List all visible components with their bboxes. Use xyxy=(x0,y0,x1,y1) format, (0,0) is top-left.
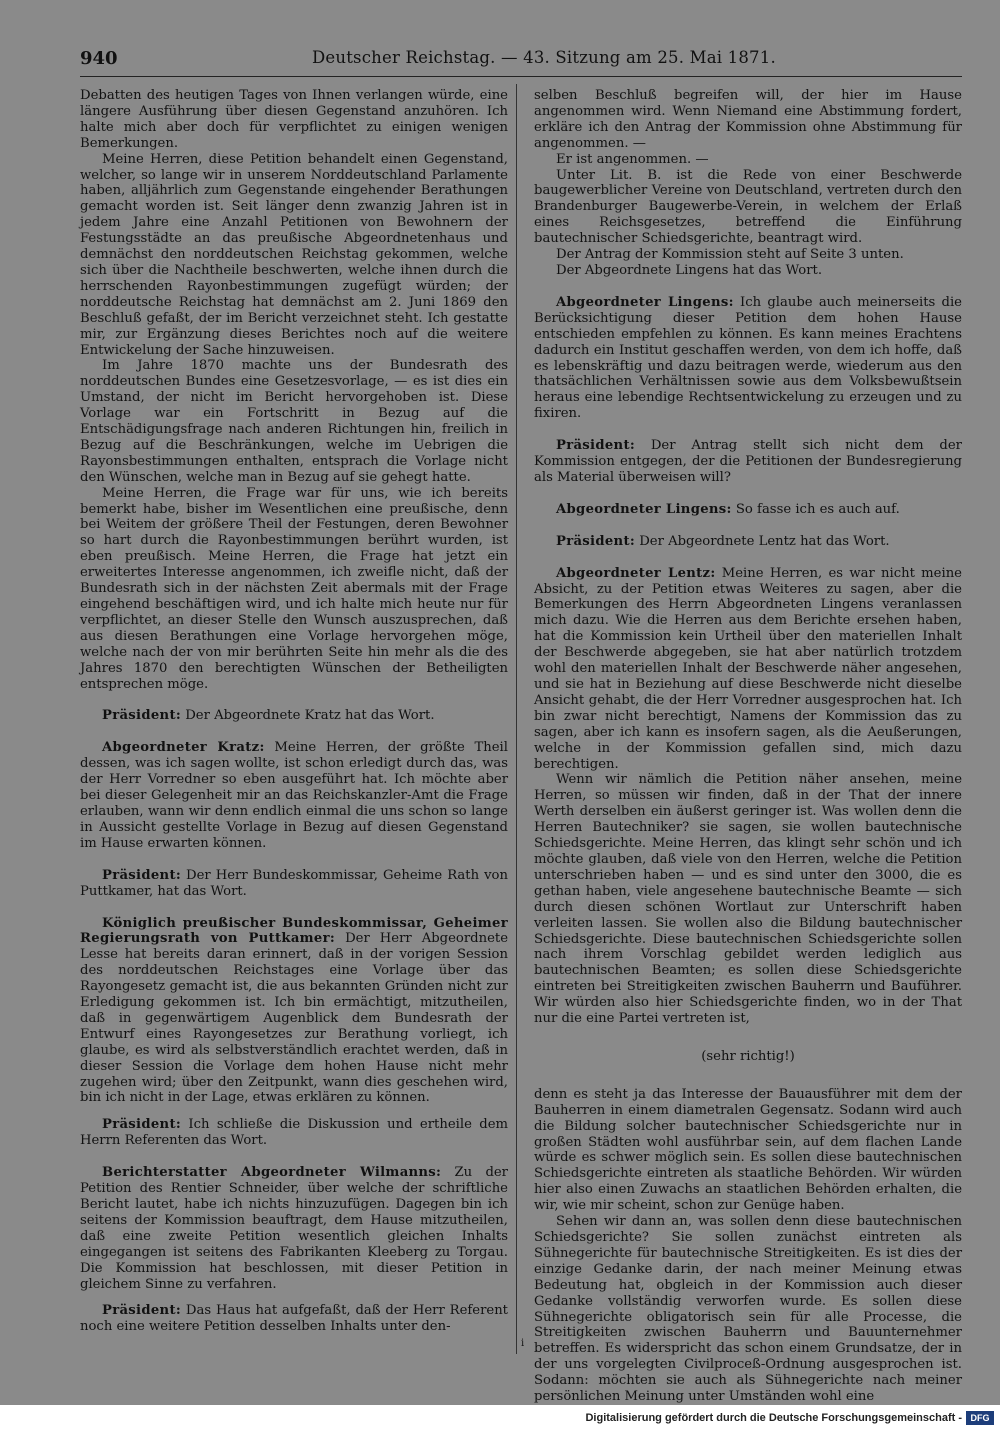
paragraph: Meine Herren, diese Petition behandelt einen Gegenstand, welcher, so lange wir in unserem Norddeutschland Parlamente haben, alljährlich zum Gegenstande eingehender Berathungen gemacht worden ist. Seit länger denn zwanzig Jahren ist in jedem Jahre eine Anzahl Petitionen von Bewohnern der Festungsstädte an das preußische Abgeordnetenhaus und demnächst den norddeutschen Reichstag gekommen, welche sich über die Nachtheile beschwerten, welche ihnen durch die herrschenden Rayonbestimmungen zugefügt würden; der norddeutsche Reichstag hat demnächst am 2. Juni 1869 den Beschluß gefaßt, der im Bericht verzeichnet steht. Ich gestatte mir, zur Ergänzung dieses Berichtes noch auf die weitere Entwickelung der Sache hinzuweisen. xyxy=(80,151,508,358)
speaker-paragraph: Präsident: Der Abgeordnete Lentz hat das Wort. xyxy=(556,533,890,549)
speaker-paragraph: Berichterstatter Abgeordneter Wilmanns: Zu der Petition des Rentier Schneider, über welche der schriftliche Bericht lautet, habe ich nichts hinzuzufügen. Dagegen bin ich seitens der Kommission beauftragt, dem Hause mitzutheilen, daß eine zweite Petition wesentlich gleichen Inhalts eingegangen ist seitens des Fabrikanten Kleeberg zu Torgau. Die Kommission hat beschlossen, mit dieser Petition in gleichem Sinne zu verfahren. xyxy=(80,1165,508,1292)
right-column xyxy=(534,88,962,1405)
paragraph: Der Abgeordnete Lingens hat das Wort. xyxy=(556,262,823,278)
running-head: Deutscher Reichstag. — 43. Sitzung am 25. Mai 1871. xyxy=(312,48,776,67)
paragraph: Der Antrag der Kommission steht auf Seite 3 unten. xyxy=(556,247,904,263)
paragraph: Er ist angenommen. — xyxy=(556,151,709,167)
paragraph: Im Jahre 1870 machte uns der Bundesrath des norddeutschen Bundes eine Gesetzesvorlage, — es ist dies ein Umstand, der nicht im Bericht hervorgehoben ist. Diese Vorlage war ein Fortschritt in Bezug auf die Entschädigungsfrage nach anderen Richtungen hin, freilich in Bezug auf die Beschränkungen, welche im Uebrigen die Rayonsbestimmungen enthalten, entsprach die Vorlage nicht den Wünschen, welche man in Bezug auf sie gehegt hatte. xyxy=(80,358,508,485)
speaker-paragraph: Präsident: Der Herr Bundeskommissar, Geheime Rath von Puttkamer, hat das Wort. xyxy=(80,867,508,899)
speaker-paragraph: Abgeordneter Lentz: Meine Herren, es war nicht meine Absicht, zu der Petition etwas Weiteres zu sagen, aber die Bemerkungen des Herrn Abgeordneten Lingens veranlassen mich dazu. Wie die Herren aus dem Berichte ersehen haben, hat die Kommission kein Urtheil über den materiellen Inhalt der Beschwerde abgegeben, sie hat aber natürlich trotzdem wohl den materiellen Inhalt der Beschwerde näher angesehen, und sie hat in Beziehung auf diese Beschwerde nicht dieselbe Ansicht gehabt, die der Herr Vorredner ausgesprochen hat. Ich bin zwar nicht berechtigt, Namens der Kommission das zu sagen, aber ich kann es insofern sagen, als die Aeußerungen, welche in der Kommission gefallen sind, mich dazu berechtigen. xyxy=(534,565,962,772)
paragraph: Meine Herren, die Frage war für uns, wie ich bereits bemerkt habe, bisher im Wesentlichen eine preußische, denn bei Weitem der größere Theil der Festungen, deren Bewohner so hart durch die Rayonbestimmungen berührt wurden, ist eben preußisch. Meine Herren, die Frage hat jetzt ein erweitertes Interesse angenommen, ich zweifle nicht, daß der Bundesrath sich in der nächsten Zeit abermals mit der Frage eingehend beschäftigen wird, und ich halte mich heute nur für verpflichtet, an dieser Stelle den Wunsch auszusprechen, daß aus diesen Berathungen eine Vorlage hervorgehen möge, welche nach der von mir berührten Seite hin mehr als die des Jahres 1870 den berechtigten Wünschen der Betheiligten entsprechen möge. xyxy=(80,485,508,692)
page-header xyxy=(80,44,960,72)
header-rule xyxy=(80,76,962,77)
footer xyxy=(0,1405,1000,1432)
paragraph: Debatten des heutigen Tages von Ihnen verlangen würde, eine längere Ausführung über diesen Gegenstand anzuhören. Ich halte mich aber doch für verpflichtet zu einigen wenigen Bemerkungen. xyxy=(80,88,508,151)
dfg-logo-icon: DFG xyxy=(966,1411,994,1425)
paragraph: denn es steht ja das Interesse der Bauausführer mit dem der Bauherren in einem diametralen Gegensatz. Sodann wird auch die Bildung solcher bautechnischer Schiedsgerichte nur in großen Städten wohl ausführbar sein, auf dem flachen Lande würde es schwer möglich sein. Es sollen diese bautechnischen Schiedsgerichte eintreten als staatliche Behörden. Wir würden hier also einen Zuwachs an staatlichen Behörden erhalten, die wir, wie mir scheint, schon zur Genüge haben. xyxy=(534,1086,962,1214)
footer-credit: Digitalisierung gefördert durch die Deutsche Forschungsgemeinschaft - xyxy=(585,1412,962,1424)
paragraph: Sehen wir dann an, was sollen denn diese bautechnischen Schiedsgerichte? Sie sollen zunächst eintreten als Sühnegerichte für bautechnische Streitigkeiten. Es ist dies der einzige Gedanke darin, der nach meiner Meinung etwas Bedeutung hat, obgleich in der Kommission auch dieser Gedanke vollständig verworfen wurde. Es sollen diese Sühnegerichte obligatorisch sein für alle Processe, die Streitigkeiten zwischen Bauherrn und Bauunternehmer betreffen. Es widerspricht das schon einem Grundsatze, der in der uns vorgelegten Civilproceß-Ordnung ausgesprochen ist. Sodann: möchten sie auch als Sühnegerichte nach meiner persönlichen Meinung unter Umständen wohl eine xyxy=(534,1214,962,1405)
speaker-paragraph: Abgeordneter Lingens: So fasse ich es auch auf. xyxy=(556,501,900,517)
interjection: (sehr richtig!) xyxy=(701,1048,795,1064)
page-mark: i xyxy=(521,1338,525,1349)
column-divider xyxy=(516,84,517,1354)
page-number: 940 xyxy=(80,48,118,69)
left-column xyxy=(80,88,508,1335)
speaker-paragraph: Abgeordneter Lingens: Ich glaube auch meinerseits die Berücksichtigung dieser Petition dem hohen Hause entschieden empfehlen zu können. Es kann meines Erachtens dadurch ein Institut geschaffen werden, von dem ich hoffe, daß es lebenskräftig und dazu beitragen werde, wiederum aus den thatsächlichen Verhältnissen sowie aus dem Volksbewußtsein heraus eine lebendige Rechtsentwickelung zu erzeugen und zu fixiren. xyxy=(534,294,962,422)
speaker-paragraph: Präsident: Ich schließe die Diskussion und ertheile dem Herrn Referenten das Wort. xyxy=(80,1117,508,1149)
speaker-paragraph: Königlich preußischer Bundeskommissar, Geheimer Regierungsrath von Puttkamer: Der Herr Abgeordnete Lesse hat bereits daran erinnert, daß in der vorigen Session des norddeutschen Reichstages eine Vorlage über das Rayongesetz gemacht ist, die aus bekannten Gründen nicht zur Erledigung gekommen ist. Ich bin ermächtigt, mitzutheilen, daß in gegenwärtigem Augenblick dem Bundesrath der Entwurf eines Rayongesetzes zur Berathung vorliegt, ich glaube, es wird als selbstverständlich erachtet werden, daß in dieser Session die Vorlage dem hohen Hause nicht mehr zugehen wird; über den Zeitpunkt, wann dies geschehen wird, bin ich nicht in der Lage, etwas erklären zu können. xyxy=(80,915,509,1106)
speaker-paragraph: Präsident: Der Abgeordnete Kratz hat das Wort. xyxy=(102,708,435,724)
paragraph: Wenn wir nämlich die Petition näher ansehen, meine Herren, so müssen wir finden, daß in der That der innere Werth derselben ein äußerst geringer ist. Was wollen denn die Herren Bautechniker? sie sagen, sie wollen bautechnische Schiedsgerichte. Meine Herren, das klingt sehr schön und ich möchte glauben, daß viele von den Herren, welche die Petition unterschrieben haben — und es sind unter den 3000, die es gethan haben, viele angesehene bautechnische Beamte — sich durch diesen schönen Wortlaut zur Unterschrift haben verleiten lassen. Sie wollen also die Bildung bautechnischer Schiedsgerichte. Diese bautechnischen Schiedsgerichte sollen nach ihrem Vorschlag gebildet werden lediglich aus bautechnischen Beamten; es sollen diese Schiedsgerichte eintreten bei Streitigkeiten zwischen Bauherrn und Bauführer. Wir würden also hier Schiedsgerichte finden, wo in der That nur die eine Partei vertreten ist, xyxy=(534,772,962,1027)
speaker-paragraph: Präsident: Das Haus hat aufgefaßt, daß der Herr Referent noch eine weitere Petition desselben Inhalts unter den- xyxy=(80,1303,508,1335)
speaker-paragraph: Präsident: Der Antrag stellt sich nicht dem der Kommission entgegen, der die Petitionen der Bundesregierung als Material überweisen will? xyxy=(534,438,962,485)
paragraph: selben Beschluß begreifen will, der hier im Hause angenommen wird. Wenn Niemand eine Abstimmung fordert, erkläre ich den Antrag der Kommission ohne Abstimmung für angenommen. — xyxy=(534,88,962,151)
speaker-paragraph: Abgeordneter Kratz: Meine Herren, der größte Theil dessen, was ich sagen wollte, ist schon erledigt durch das, was der Herr Vorredner so eben ausgeführt hat. Ich möchte aber bei dieser Gelegenheit mir an das Reichskanzler-Amt die Frage erlauben, wann wir denn endlich einmal die uns schon so lange in Aussicht gestellte Vorlage in Bezug auf diesen Gegenstand im Hause erwarten können. xyxy=(80,740,508,851)
paragraph: Unter Lit. B. ist die Rede von einer Beschwerde baugewerblicher Vereine von Deutschland, vertreten durch den Brandenburger Baugewerbe-Verein, in welchem der Erlaß eines Reichsgesetzes, betreffend die Einführung bautechnischer Schiedsgerichte, beantragt wird. xyxy=(534,167,962,247)
